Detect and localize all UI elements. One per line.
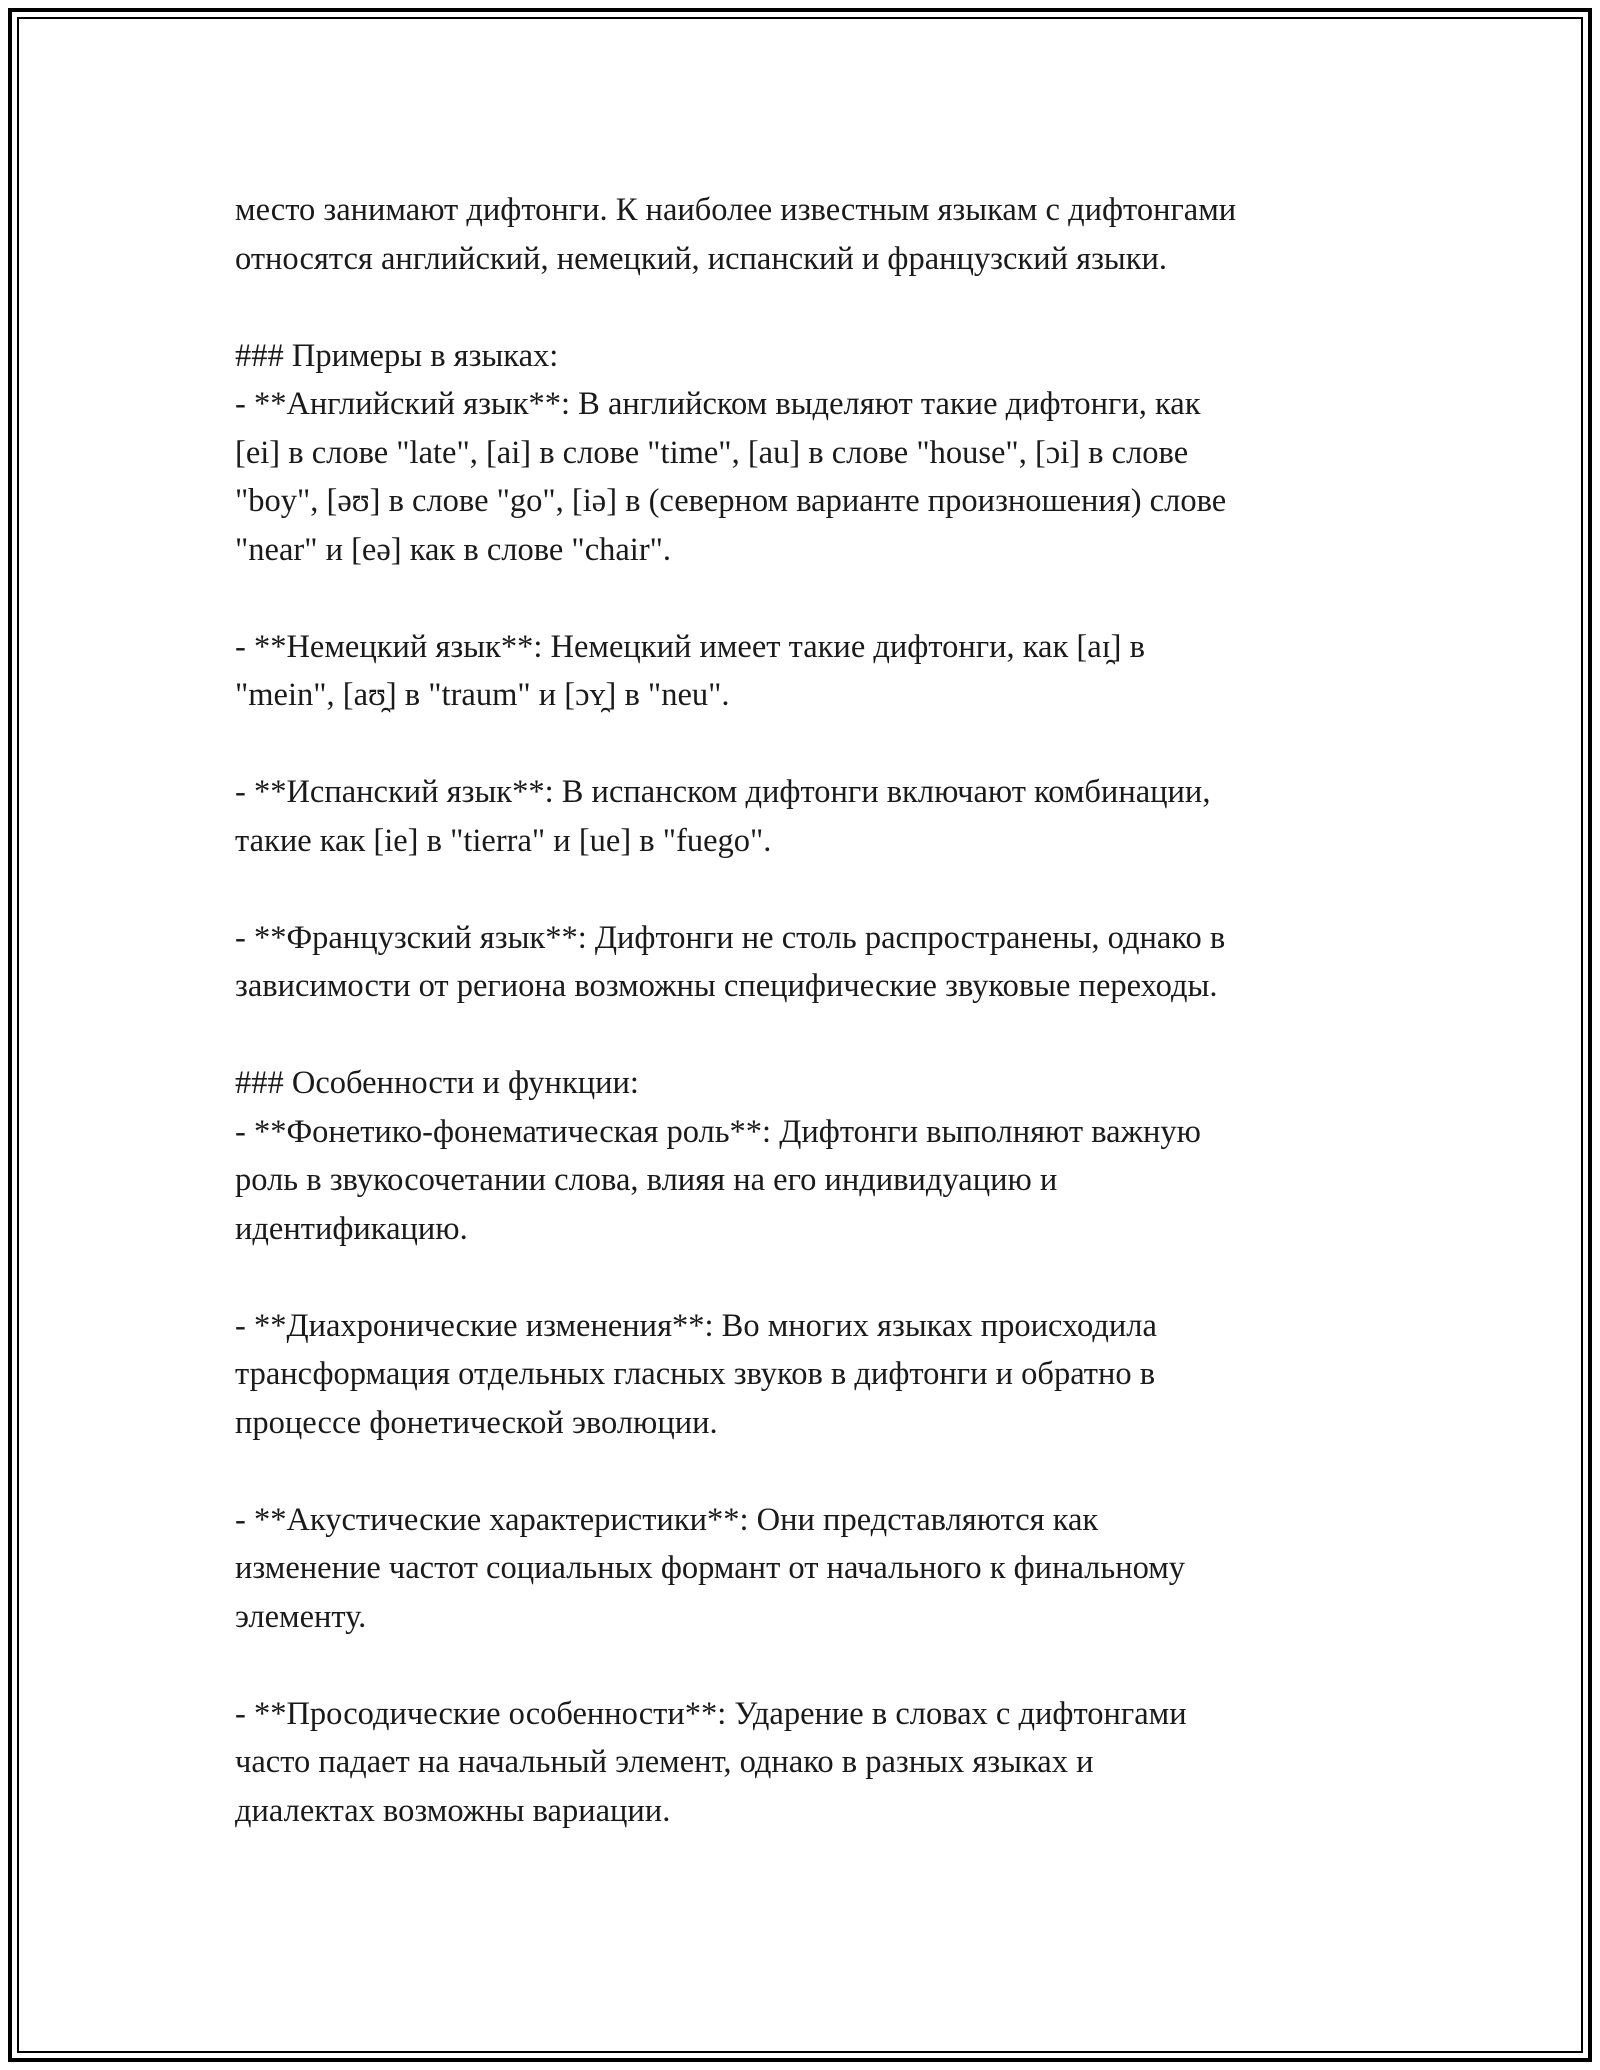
paragraph-prosodic: - **Просодические особенности**: Ударение в словах с дифтонгами часто падает на начальный элемент, однако в разных языках и диалектах возможны вариации. bbox=[235, 1695, 1187, 1829]
paragraph-german: - **Немецкий язык**: Немецкий имеет такие дифтонги, как [aɪ̯] в "mein", [aʊ̯] в "traum" и [ɔʏ̯] в "neu". bbox=[235, 628, 1145, 713]
paragraph-intro: место занимают дифтонги. К наиболее известным языкам с дифтонгами относятся английский, немецкий, испанский и французский языки. bbox=[235, 192, 1237, 277]
document-body bbox=[235, 186, 1395, 1835]
paragraph-diachronic: - **Диахронические изменения**: Во многих языках происходила трансформация отдельных гласных звуков в дифтонги и обратно в процессе фонетической эволюции. bbox=[235, 1307, 1157, 1441]
paragraph-acoustic: - **Акустические характеристики**: Они представляются как изменение частот социальных формант от начального к финальному элементу. bbox=[235, 1501, 1186, 1635]
blank-line bbox=[235, 865, 1395, 914]
paragraph-french: - **Французский язык**: Дифтонги не столь распространены, однако в зависимости от региона возможны специфические звуковые переходы. bbox=[235, 919, 1226, 1004]
blank-line bbox=[235, 1011, 1395, 1060]
blank-line bbox=[235, 1447, 1395, 1496]
blank-line bbox=[235, 1641, 1395, 1690]
blank-line bbox=[235, 1253, 1395, 1302]
blank-line bbox=[235, 574, 1395, 623]
blank-line bbox=[235, 720, 1395, 769]
paragraph-examples-english: ### Примеры в языках: - **Английский язык**: В английском выделяют такие дифтонги, как [ei] в слове "late", [ai] в слове "time", [au] в слове "house", [ɔi] в слове "boy", [əʊ] в слове "go", [iə] в (северном варианте произношения) слове "near" и [eə] как в слове "chair". bbox=[235, 337, 1227, 568]
paragraph-spanish: - **Испанский язык**: В испанском дифтонги включают комбинации, такие как [ie] в "tierra" и [ue] в "fuego". bbox=[235, 774, 1211, 859]
blank-line bbox=[235, 283, 1395, 332]
paragraph-features-phonetic: ### Особенности и функции: - **Фонетико-фонематическая роль**: Дифтонги выполняют важную роль в звукосочетании слова, влияя на его индивидуацию и идентификацию. bbox=[235, 1065, 1201, 1247]
